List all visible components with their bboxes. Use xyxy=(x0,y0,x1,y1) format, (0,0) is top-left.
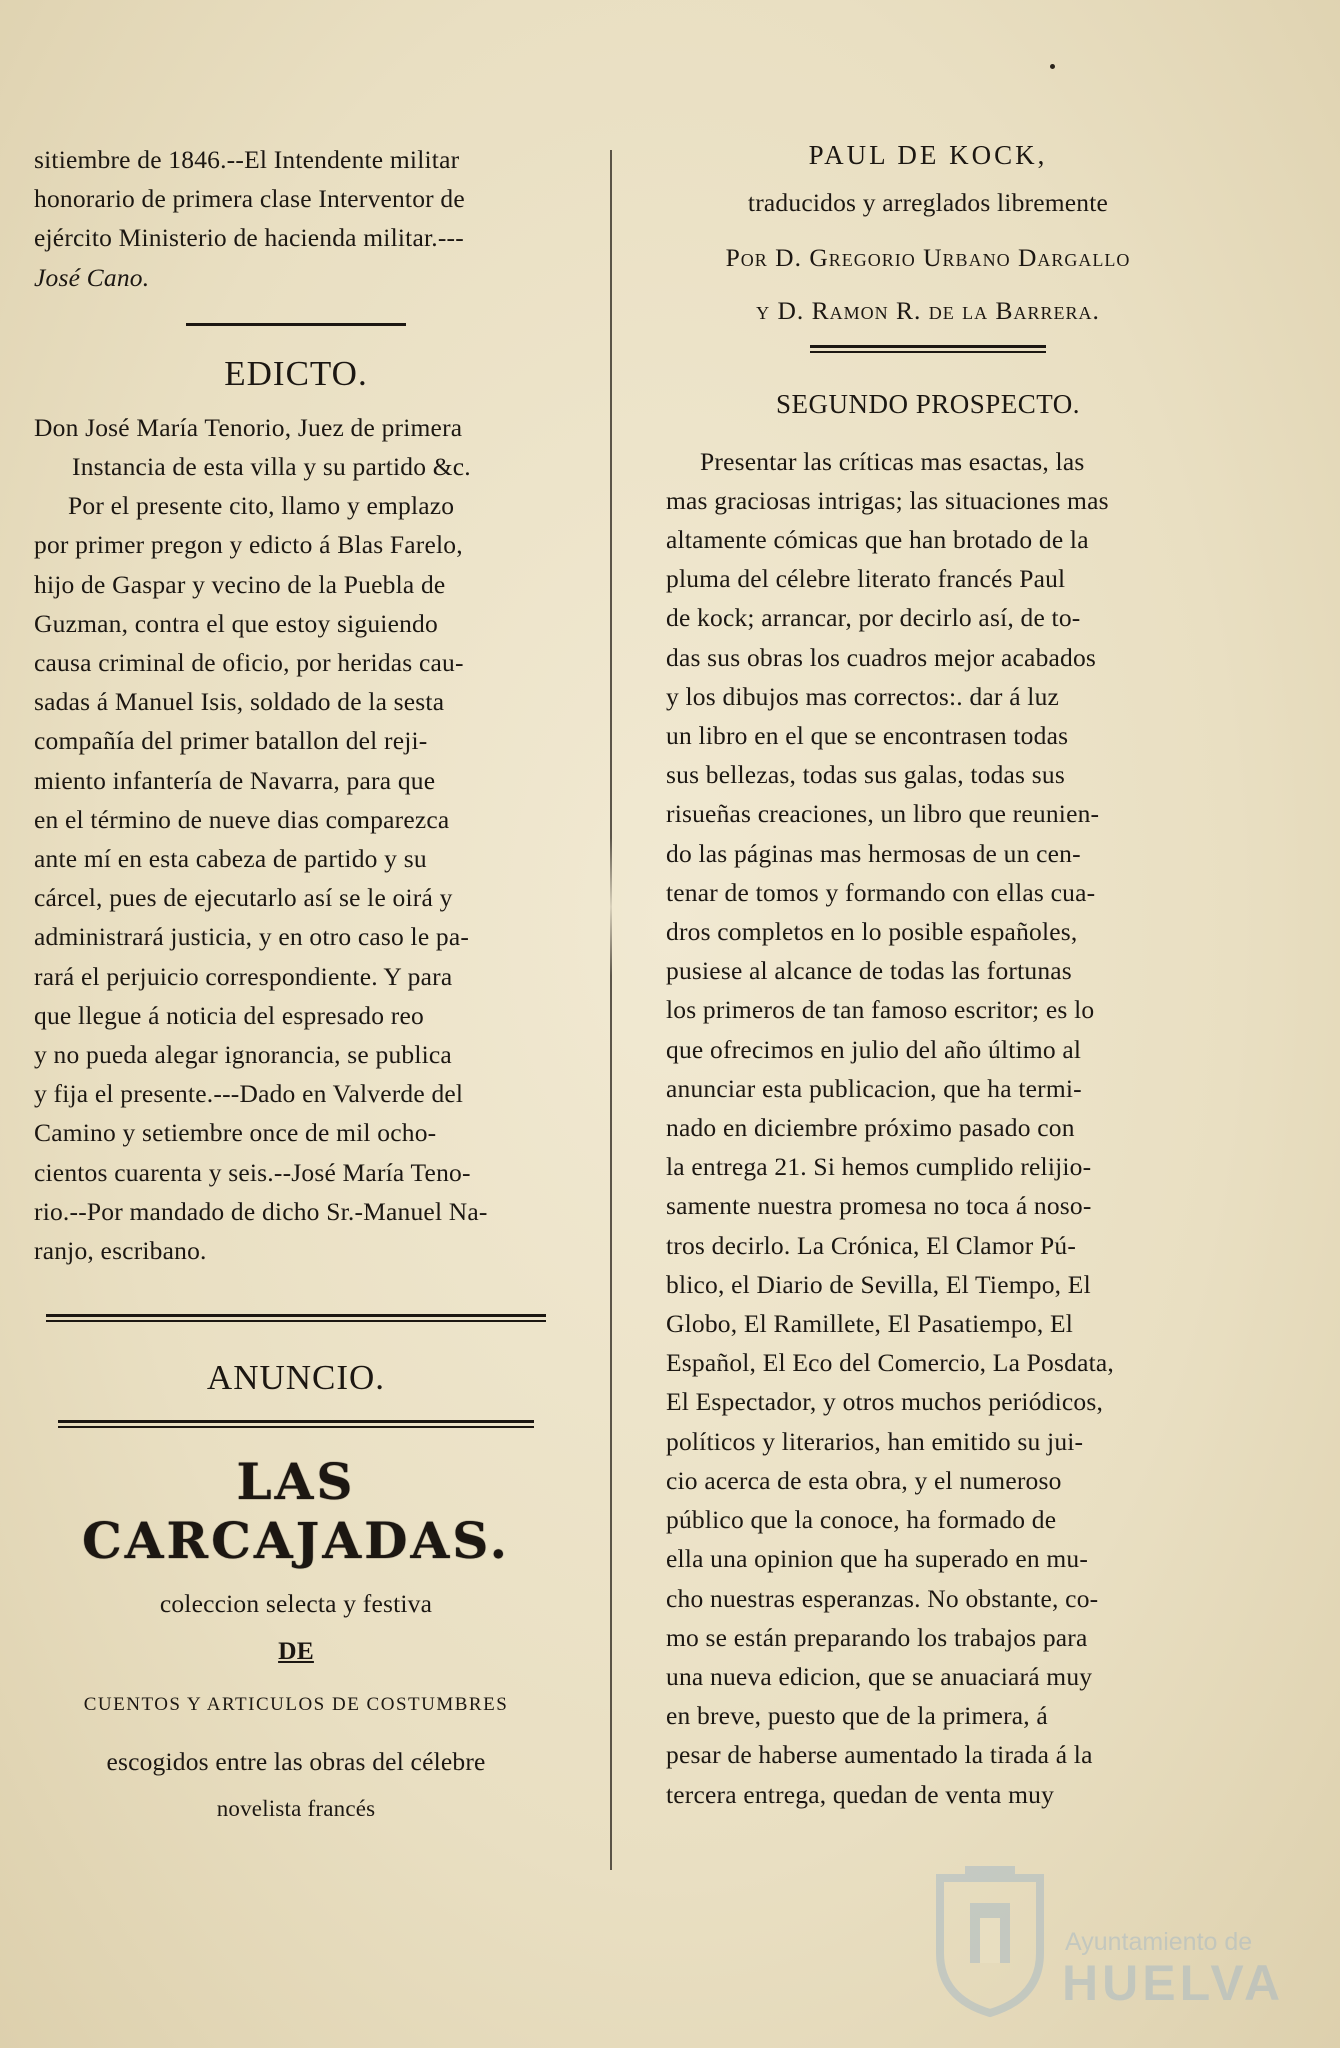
text-line: anunciar esta publicacion, que ha termi- xyxy=(666,1073,1082,1103)
edicto-intro xyxy=(34,408,558,486)
text-line: en breve, puesto que de la primera, á xyxy=(666,1701,1048,1731)
text-line: tercera entrega, quedan de venta muy xyxy=(666,1779,1055,1809)
text-line: y fija el presente.---Dado en Valverde del xyxy=(34,1079,464,1109)
text-line: samente nuestra promesa no toca á noso- xyxy=(666,1191,1092,1221)
text-line: que ofrecimos en julio del año último al xyxy=(666,1034,1082,1064)
text-line: cárcel, pues de ejecutarlo así se le oirá y xyxy=(34,883,453,913)
book-subtitle: coleccion selecta y festiva xyxy=(159,1589,433,1619)
signature: José Cano. xyxy=(34,262,150,292)
text-line: por primer pregon y edicto á Blas Farelo, xyxy=(34,530,463,560)
text-line: Instancia de esta villa y su partido &c. xyxy=(72,452,471,482)
opening-paragraph xyxy=(34,140,558,297)
text-line: Guzman, contra el que estoy siguiendo xyxy=(34,608,438,638)
text-line: pesar de haberse aumentado la tirada á la xyxy=(666,1740,1093,1770)
text-line: nado en diciembre próximo pasado con xyxy=(666,1113,1075,1143)
text-line: cho nuestras esperanzas. No obstante, co- xyxy=(666,1583,1099,1613)
text-line: sus bellezas, todas sus galas, todas sus xyxy=(666,760,1065,790)
book-subtitle: novelista francés xyxy=(216,1796,376,1822)
text-line: ranjo, escribano. xyxy=(34,1236,207,1266)
text-line: Don José María Tenorio, Juez de primera xyxy=(34,412,463,442)
text-line: de kock; arrancar, por decirlo así, de to- xyxy=(666,603,1081,633)
text-line: hijo de Gaspar y vecino de la Puebla de xyxy=(34,569,446,599)
text-line: compañía del primer batallon del reji- xyxy=(34,726,428,756)
city-crest-icon xyxy=(920,1858,1060,2018)
text-line: público que la conoce, ha formado de xyxy=(666,1505,1057,1535)
watermark-line: Ayuntamiento de xyxy=(1065,1928,1253,1956)
section-rule xyxy=(46,1314,546,1322)
text-line: dros completos en lo posible españoles, xyxy=(666,917,1078,947)
text-line: rará el perjuicio correspondiente. Y para xyxy=(34,961,453,991)
text-line: tenar de tomos y formando con ellas cua- xyxy=(666,877,1096,907)
text-line: Español, El Eco del Comercio, La Posdata, xyxy=(666,1348,1114,1378)
text-line: Presentar las críticas mas esactas, las xyxy=(700,446,1085,476)
text-line: El Espectador, y otros muchos periódicos, xyxy=(666,1387,1104,1417)
text-line: sadas á Manuel Isis, soldado de la sesta xyxy=(34,687,445,717)
watermark-line: HUELVA xyxy=(1062,1955,1285,2011)
prospecto-body xyxy=(666,442,1190,1814)
text-line: pusiese al alcance de todas las fortunas xyxy=(666,956,1072,986)
text-line: y no pueda alegar ignorancia, se publica xyxy=(34,1040,452,1070)
text-line: blico, el Diario de Sevilla, El Tiempo, El xyxy=(666,1269,1091,1299)
right-column xyxy=(666,140,1190,1814)
text-line: das sus obras los cuadros mejor acabados xyxy=(666,642,1097,672)
archive-watermark xyxy=(920,1858,1285,2018)
text-line: rio.--Por mandado de dicho Sr.-Manuel Na- xyxy=(34,1196,488,1226)
text-line: honorario de primera clase Interventor de xyxy=(34,184,465,214)
book-subtitle: escogidos entre las obras del célebre xyxy=(106,1746,486,1776)
text-line: ante mí en esta cabeza de partido y su xyxy=(34,844,427,874)
text-line: Por el presente cito, llamo y emplazo xyxy=(68,491,455,521)
text-line: una nueva edicion, que se anuaciará muy xyxy=(666,1661,1093,1691)
prospecto-heading: SEGUNDO PROSPECTO. xyxy=(775,388,1081,419)
text-line: altamente cómicas que han brotado de la xyxy=(666,525,1089,555)
text-line: Camino y setiembre once de mil ocho- xyxy=(34,1118,437,1148)
text-line: administrará justicia, y en otro caso le pa- xyxy=(34,922,470,952)
text-line: ejército Ministerio de hacienda militar.--- xyxy=(34,223,464,253)
text-line: tros decirlo. La Crónica, El Clamor Pú- xyxy=(666,1230,1077,1260)
author-name: PAUL DE KOCK, xyxy=(808,140,1048,170)
text-line: sitiembre de 1846.--El Intendente militar xyxy=(34,145,460,174)
text-line: y los dibujos mas correctos:. dar á luz xyxy=(666,681,1060,711)
translation-note: traducidos y arreglados libremente xyxy=(747,188,1109,217)
book-subtitle: CUENTOS Y ARTICULOS DE COSTUMBRES xyxy=(83,1693,509,1715)
text-line: un libro en el que se encontrasen todas xyxy=(666,721,1069,751)
text-line: causa criminal de oficio, por heridas cau- xyxy=(34,648,464,678)
text-line: mas graciosas intrigas; las situaciones mas xyxy=(666,485,1109,515)
text-line: los primeros de tan famoso escritor; es lo xyxy=(666,995,1095,1025)
text-line: pluma del célebre literato francés Paul xyxy=(666,564,1066,594)
anuncio-heading: ANUNCIO. xyxy=(206,1358,386,1398)
column-divider xyxy=(610,150,612,1870)
book-subtitle: DE xyxy=(278,1636,314,1666)
book-title: LAS CARCAJADAS. xyxy=(81,1452,511,1571)
ink-spot xyxy=(1050,64,1055,69)
text-line: ella una opinion que ha superado en mu- xyxy=(666,1544,1089,1574)
edicto-body xyxy=(34,486,558,1270)
left-column xyxy=(34,140,558,1828)
section-rule xyxy=(58,1420,534,1428)
text-line: que llegue á noticia del espresado reo xyxy=(34,1000,424,1030)
text-line: do las páginas mas hermosas de un cen- xyxy=(666,838,1081,868)
section-rule xyxy=(810,345,1046,353)
text-line: políticos y literarios, han emitido su jui- xyxy=(666,1426,1084,1456)
text-line: cio acerca de esta obra, y el numeroso xyxy=(666,1465,1062,1495)
text-line: mo se están preparando los trabajos para xyxy=(666,1622,1088,1652)
text-line: en el término de nueve dias comparezca xyxy=(34,804,450,834)
text-line: cientos cuarenta y seis.--José María Teno- xyxy=(34,1157,471,1187)
text-line: miento infantería de Navarra, para que xyxy=(34,765,436,795)
text-line: risueñas creaciones, un libro que reunien- xyxy=(666,799,1100,829)
translator-line: y D. Ramon R. de la Barrera. xyxy=(756,296,1100,326)
translator-line: Por D. Gregorio Urbano Dargallo xyxy=(725,243,1131,273)
text-line: la entrega 21. Si hemos cumplido relijio- xyxy=(666,1152,1092,1182)
edicto-heading: EDICTO. xyxy=(224,353,368,393)
text-line: Globo, El Ramillete, El Pasatiempo, El xyxy=(666,1309,1074,1339)
section-rule xyxy=(186,323,406,326)
